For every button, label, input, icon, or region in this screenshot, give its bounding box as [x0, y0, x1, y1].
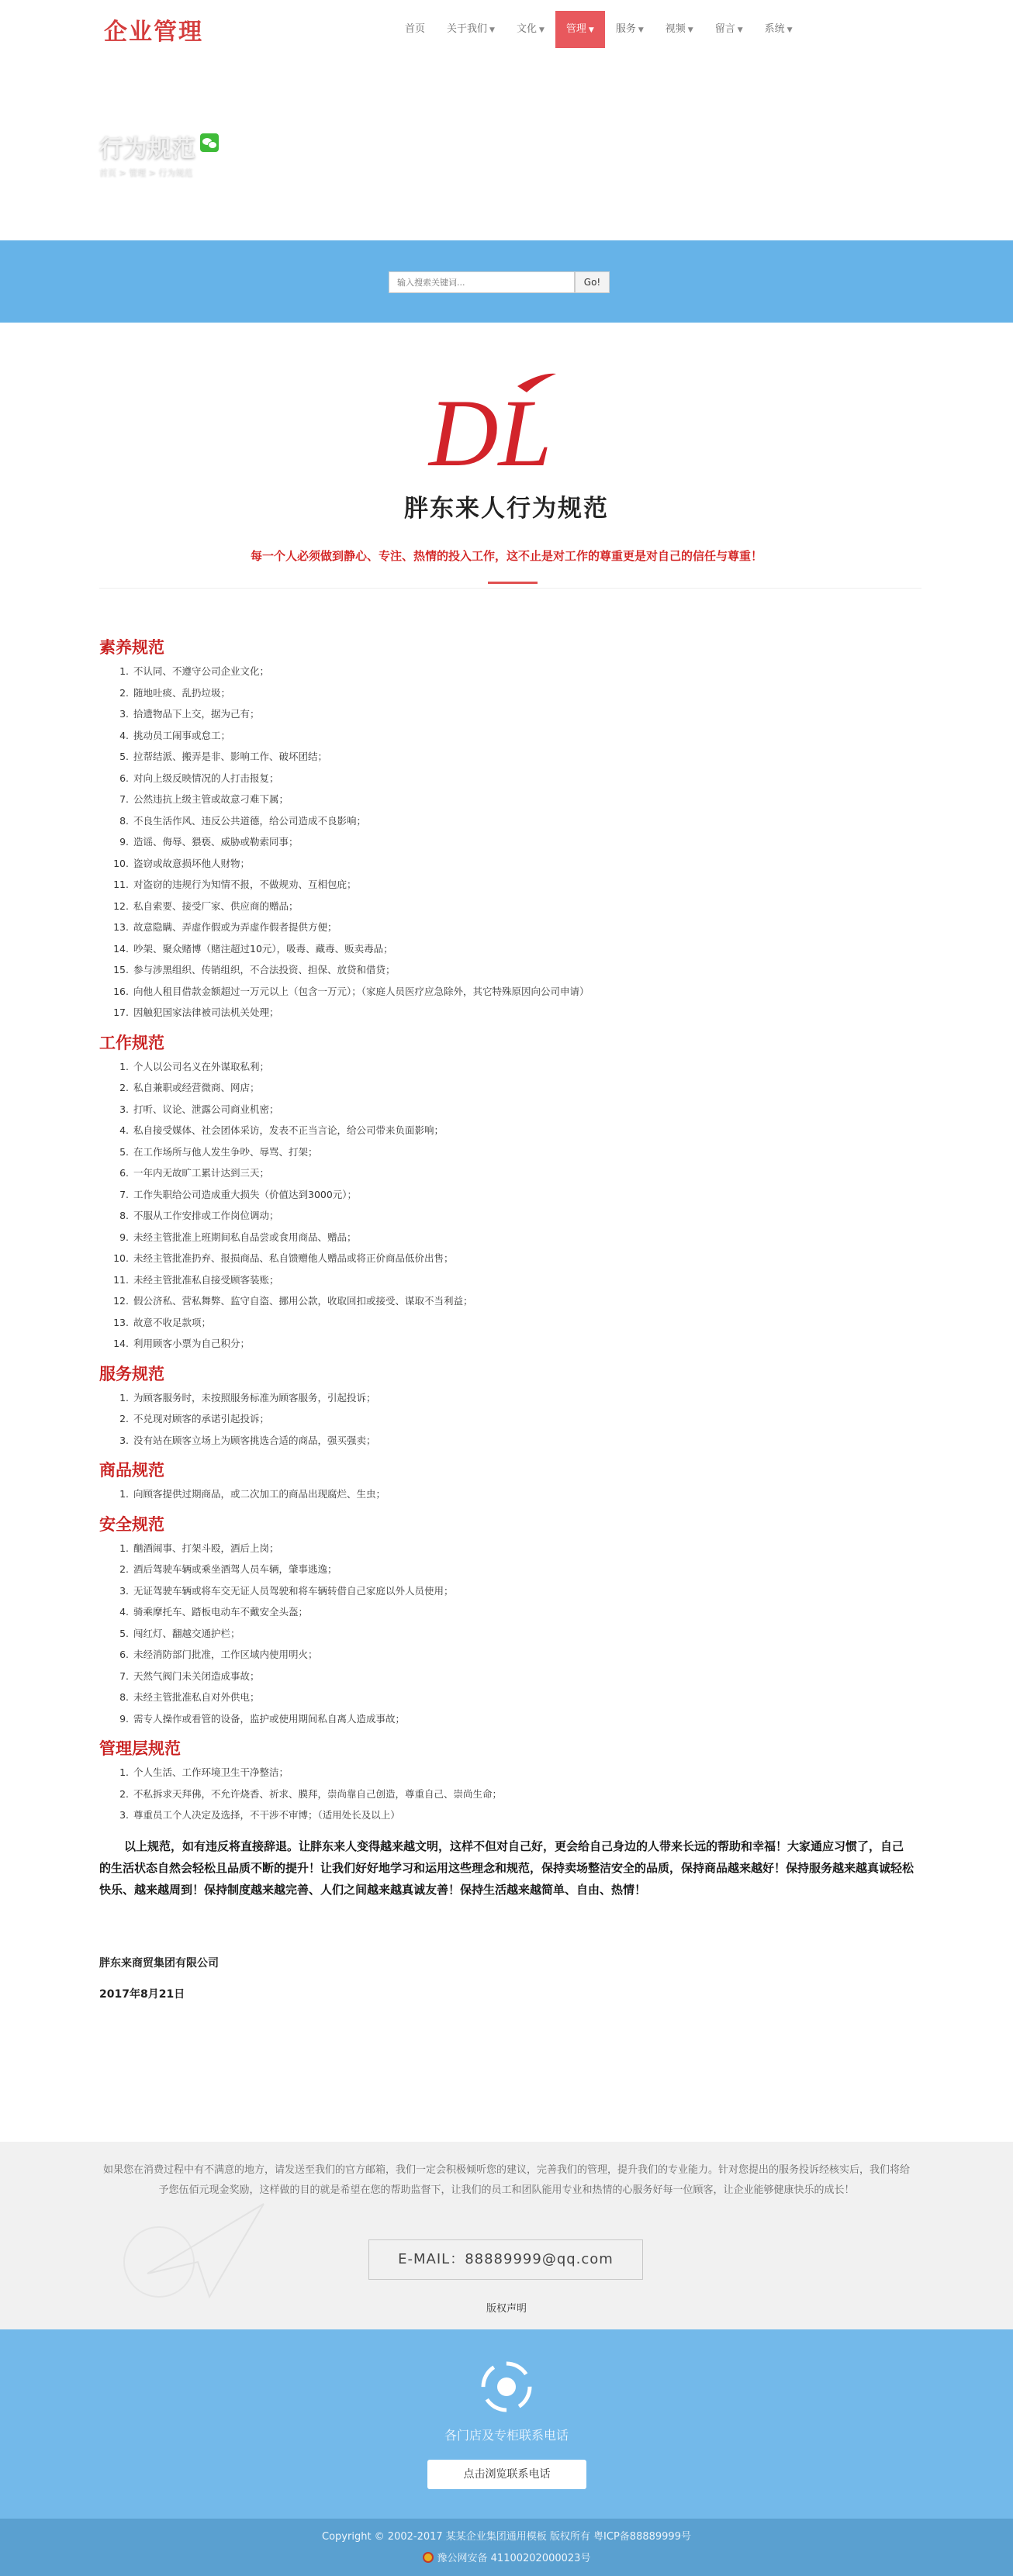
rule-number: 8. — [119, 1691, 129, 1703]
rule-number: 2. — [119, 1563, 129, 1575]
rule-item — [99, 810, 921, 832]
rule-item — [99, 1623, 921, 1645]
caret-down-icon: ▼ — [489, 26, 495, 34]
nav-item-6[interactable] — [704, 11, 754, 48]
rule-text: 未经消防部门批准，工作区域内使用明火； — [133, 1649, 318, 1660]
rule-text: 故意隐瞒、弄虚作假或为弄虚作假者提供方便； — [133, 921, 337, 933]
feedback-section — [0, 2142, 1013, 2329]
company-name: 胖东来商贸集团有限公司 — [99, 1956, 219, 1970]
rule-item — [99, 1269, 921, 1291]
site-footer — [0, 2519, 1013, 2576]
rule-item — [99, 1227, 921, 1248]
rule-text: 造谣、侮辱、猥亵、威胁或勒索同事； — [133, 836, 299, 848]
rule-number: 5. — [119, 1627, 129, 1639]
rule-text: 吵架、聚众赌博（赌注超过10元），吸毒、藏毒、贩卖毒品； — [133, 942, 393, 955]
rule-text: 挑动员工闹事或怠工； — [133, 729, 231, 741]
rule-number: 16. — [113, 985, 129, 997]
rule-text: 私自接受媒体、社会团体采访，发表不正当言论，给公司带来负面影响； — [133, 1124, 444, 1136]
rule-list — [99, 1056, 921, 1355]
rule-item — [99, 1162, 921, 1184]
breadcrumb[interactable]: 首页 > 管理 > 行为规范 — [99, 167, 193, 178]
contact-rotate-icon — [479, 2359, 534, 2415]
rule-item — [99, 981, 921, 1003]
title-underline — [488, 582, 538, 584]
rule-number: 14. — [113, 1338, 129, 1349]
search-input[interactable] — [389, 271, 575, 293]
rule-list — [99, 661, 921, 1024]
rule-text: 酗酒闹事、打架斗殴，酒后上岗； — [133, 1542, 279, 1554]
email-link[interactable]: E-MAIL：88889999@qq.com — [368, 2239, 643, 2280]
section-title: 商品规范 — [99, 1461, 164, 1480]
rule-text: 工作失职给公司造成重大损失（价值达到3000元）； — [133, 1188, 358, 1200]
caret-down-icon: ▼ — [737, 26, 743, 34]
rule-sections — [99, 634, 921, 1826]
nav-item-5[interactable] — [655, 11, 704, 48]
rule-text: 个人生活、工作环境卫生干净整洁； — [133, 1766, 289, 1778]
contact-band — [0, 2329, 1013, 2519]
rule-text: 对向上级反映情况的人打击报复； — [133, 772, 279, 784]
rule-list — [99, 1762, 921, 1826]
top-navbar — [0, 0, 1013, 59]
rule-text: 公然违抗上级主管或故意刁难下属； — [133, 793, 289, 805]
rule-number: 14. — [113, 942, 129, 955]
rule-item — [99, 746, 921, 768]
rule-item — [99, 1312, 921, 1334]
rule-text: 没有站在顾客立场上为顾客挑选合适的商品，强买强卖； — [133, 1434, 376, 1446]
rule-item — [99, 1141, 921, 1163]
rule-number: 2. — [119, 686, 129, 699]
rule-item — [99, 1333, 921, 1355]
section-title: 工作规范 — [99, 1033, 164, 1052]
nav-item-4[interactable] — [605, 11, 655, 48]
section-title: 安全规范 — [99, 1514, 164, 1534]
main-nav — [394, 11, 804, 48]
police-badge-icon — [423, 2552, 434, 2563]
rule-item — [99, 1644, 921, 1666]
nav-item-label: 视频 — [665, 23, 686, 35]
rule-item — [99, 789, 921, 810]
rule-text: 不服从工作安排或工作岗位调动； — [133, 1210, 279, 1221]
logo-letters: DL — [429, 380, 552, 478]
rule-text: 未经主管批准扔弃、报损商品、私自馈赠他人赠品或将正价商品低价出售； — [133, 1252, 454, 1264]
nav-item-label: 管理 — [565, 23, 586, 35]
rule-item — [99, 853, 921, 875]
rule-text: 随地吐痰、乱扔垃圾； — [133, 686, 231, 699]
rule-item — [99, 1708, 921, 1730]
rule-number: 2. — [119, 1413, 129, 1424]
nav-item-label: 文化 — [516, 23, 537, 35]
nav-item-3[interactable] — [555, 11, 605, 48]
rule-text: 拉帮结派、搬弄是非、影响工作、破坏团结； — [133, 751, 328, 762]
rule-text: 不私拆求天拜佛，不允许烧香、祈求、膜拜，崇尚靠自己创造，尊重自己、崇尚生命； — [133, 1787, 503, 1800]
rule-text: 需专人操作或看管的设备，监护或使用期间私自离人造成事故； — [133, 1712, 406, 1725]
rule-number: 6. — [119, 1167, 129, 1179]
rule-number: 7. — [119, 1188, 129, 1200]
rule-number: 12. — [113, 900, 129, 912]
rule-text: 不兑现对顾客的承诺引起投诉； — [133, 1413, 270, 1424]
rule-item — [99, 1538, 921, 1559]
rule-text: 个人以公司名义在外谋取私利； — [133, 1060, 270, 1072]
nav-item-0[interactable] — [394, 11, 436, 48]
nav-item-label: 系统 — [764, 23, 785, 35]
feedback-text: 如果您在消费过程中有不满意的地方，请发送至我们的官方邮箱，我们一定会积极倾听您的建议，完善我们的管理，提升我们的专业能力。针对您提出的服务投诉经核实后，我们将给予您伍佰元现金奖励，这样做的目的就是希望在您的帮助监督下，让我们的员工和团队能用专业和热情的心服务好每一位顾客，让企业能够健康快乐的成长！ — [102, 2164, 910, 2196]
rule-number: 3. — [119, 1584, 129, 1597]
rule-number: 4. — [119, 729, 129, 741]
rule-item — [99, 1483, 921, 1505]
rule-number: 10. — [113, 1252, 129, 1264]
rule-item — [99, 1184, 921, 1206]
rule-item — [99, 1762, 921, 1784]
rule-text: 向他人租目借款金额超过一万元以上（包含一万元）；（家庭人员医疗应急除外，其它特殊原因向公司申请） — [133, 985, 589, 997]
rule-item — [99, 1387, 921, 1409]
view-contacts-button[interactable]: 点击浏览联系电话 — [427, 2460, 586, 2489]
rule-text: 利用顾客小票为自己积分； — [133, 1338, 251, 1349]
rule-item — [99, 703, 921, 725]
rule-item — [99, 1430, 921, 1452]
rule-number: 3. — [119, 1809, 129, 1821]
rule-item — [99, 1559, 921, 1580]
rule-number: 11. — [113, 1273, 129, 1286]
rule-item — [99, 1687, 921, 1708]
rule-number: 1. — [119, 1542, 129, 1554]
rule-item — [99, 1784, 921, 1805]
title-divider — [99, 588, 921, 589]
dl-brand-logo — [424, 369, 564, 478]
nav-item-1[interactable] — [436, 11, 506, 48]
rule-text: 参与涉黑组织、传销组织，不合法投资、担保、放贷和借贷； — [133, 964, 396, 975]
rule-text: 因触犯国家法律被司法机关处理； — [133, 1007, 279, 1018]
rule-item — [99, 831, 921, 853]
rule-item — [99, 1804, 921, 1826]
rule-number: 11. — [113, 879, 129, 890]
search-band — [0, 240, 1013, 323]
nav-item-label: 首页 — [405, 23, 426, 35]
caret-down-icon: ▼ — [538, 26, 545, 34]
section-title: 服务规范 — [99, 1364, 164, 1383]
rule-item — [99, 682, 921, 704]
rule-item — [99, 938, 921, 960]
rule-text: 未经主管批准上班期间私自品尝或食用商品、赠品； — [133, 1231, 357, 1243]
rule-number: 1. — [119, 1766, 129, 1778]
rule-text: 私自索要、接受厂家、供应商的赠品； — [133, 900, 299, 912]
rule-text: 私自兼职或经营微商、网店； — [133, 1082, 260, 1093]
rule-number: 3. — [119, 1434, 129, 1446]
rule-number: 9. — [119, 1712, 129, 1725]
publish-date: 2017年8月21日 — [99, 1987, 185, 2001]
footer-copyright: Copyright © 2002-2017 某某企业集团通用模板 版权所有 粤ICP备88889999号 — [322, 2531, 691, 2543]
rule-item — [99, 874, 921, 896]
rule-text: 拾遗物品下上交，据为己有； — [133, 708, 260, 720]
rule-number: 1. — [119, 1488, 129, 1500]
rule-text: 骑乘摩托车、踏板电动车不戴安全头盔； — [133, 1606, 309, 1618]
rule-text: 酒后驾驶车辆或乘坐酒驾人员车辆，肇事逃逸； — [133, 1563, 337, 1575]
rule-item — [99, 1056, 921, 1078]
copyright-statement-link[interactable]: 版权声明 — [486, 2303, 527, 2315]
rule-text: 未经主管批准私自接受顾客装账； — [133, 1273, 279, 1286]
rule-item — [99, 1099, 921, 1121]
rule-item — [99, 725, 921, 747]
caret-down-icon: ▼ — [787, 26, 793, 34]
rule-item — [99, 917, 921, 938]
article-content — [99, 628, 921, 2001]
rule-number: 2. — [119, 1082, 129, 1093]
rule-item — [99, 1601, 921, 1623]
rule-item — [99, 1408, 921, 1430]
rule-number: 5. — [119, 1145, 129, 1158]
rule-number: 2. — [119, 1787, 129, 1800]
nav-item-7[interactable] — [754, 11, 804, 48]
search-go-button[interactable]: Go! — [575, 271, 610, 293]
nav-item-label: 留言 — [714, 23, 735, 35]
rule-number: 3. — [119, 708, 129, 720]
caret-down-icon: ▼ — [588, 26, 594, 34]
nav-item-2[interactable] — [506, 11, 555, 48]
article-title: 胖东来人行为规范 — [404, 495, 609, 523]
page-title: 行为规范 — [99, 135, 195, 163]
contact-title: 各门店及专柜联系电话 — [444, 2428, 569, 2443]
rule-number: 17. — [113, 1007, 129, 1018]
rule-text: 无证驾驶车辆或将车交无证人员驾驶和将车辆转借自己家庭以外人员使用； — [133, 1584, 454, 1597]
rule-text: 天然气阀门未关闭造成事故； — [133, 1670, 260, 1682]
wechat-share-icon[interactable] — [200, 133, 219, 152]
section-title: 素养规范 — [99, 638, 164, 657]
rule-number: 8. — [119, 814, 129, 827]
footer-police-record[interactable] — [0, 2550, 1013, 2564]
caret-down-icon: ▼ — [687, 26, 693, 34]
rule-item — [99, 1077, 921, 1099]
rule-number: 5. — [119, 751, 129, 762]
footer-police-text: 豫公网安备 41100202000023号 — [437, 2553, 591, 2564]
article-motto: 每一个人必须做到静心、专注、热情的投入工作，这不止是对工作的尊重更是对自己的信任与尊重！ — [250, 549, 762, 563]
rule-number: 12. — [113, 1295, 129, 1307]
rule-number: 4. — [119, 1124, 129, 1136]
rule-number: 9. — [119, 836, 129, 848]
rule-number: 1. — [119, 1391, 129, 1404]
rule-text: 在工作场所与他人发生争吵、辱骂、打架； — [133, 1145, 318, 1158]
rule-list — [99, 1387, 921, 1452]
paper-plane-icon — [116, 2188, 271, 2305]
rule-text: 尊重员工个人决定及选择，不干涉不审博；（适用处长及以上） — [133, 1809, 400, 1821]
rule-item — [99, 959, 921, 981]
rule-text: 一年内无故旷工累计达到三天； — [133, 1167, 270, 1179]
rule-number: 10. — [113, 857, 129, 869]
rule-number: 13. — [113, 1316, 129, 1328]
rule-number: 13. — [113, 921, 129, 933]
nav-item-label: 服务 — [615, 23, 636, 35]
rule-text: 为顾客服务时，未按照服务标准为顾客服务，引起投诉； — [133, 1391, 376, 1404]
caret-down-icon: ▼ — [638, 26, 644, 34]
article-summary: 以上规范，如有违反将直接辞退。让胖东来人变得越来越文明，这样不但对自己好，更会给自己身边的人带来长远的帮助和幸福！大家通应习惯了，自己的生活状态自然会轻松且品质不断的提升！让我们好好地学习和运用这些理念和规范，保持卖场整洁安全的品质，保持商品越来越好！保持服务越来越真诚轻松快乐、越来越周到！保持制度越来越完善、人们之间越来越真诚友善！保持生活越来越简单、自由、热情！ — [99, 1839, 914, 1897]
rule-list — [99, 1538, 921, 1730]
rule-number: 7. — [119, 1670, 129, 1682]
section-title: 管理层规范 — [99, 1739, 181, 1758]
rule-number: 6. — [119, 1649, 129, 1660]
rule-item — [99, 1120, 921, 1141]
rule-item — [99, 1580, 921, 1602]
rule-number: 3. — [119, 1103, 129, 1115]
rule-text: 闯红灯、翻越交通护栏； — [133, 1627, 240, 1639]
rule-text: 故意不收足款项； — [133, 1316, 212, 1328]
site-logo[interactable]: 企业管理 — [104, 19, 203, 46]
rule-text: 向顾客提供过期商品，或二次加工的商品出现腐烂、生虫； — [133, 1488, 386, 1500]
rule-number: 7. — [119, 793, 129, 805]
rule-text: 假公济私、营私舞弊、监守自盗、挪用公款，收取回扣或接受、谋取不当利益； — [133, 1295, 473, 1307]
rule-item — [99, 1205, 921, 1227]
rule-item — [99, 1666, 921, 1687]
rule-number: 9. — [119, 1231, 129, 1243]
rule-text: 不良生活作风、违反公共道德，给公司造成不良影响； — [133, 814, 367, 827]
rule-item — [99, 1002, 921, 1024]
rule-number: 1. — [119, 1060, 129, 1072]
rule-text: 未经主管批准私自对外供电； — [133, 1691, 260, 1703]
rule-text: 不认同、不遵守公司企业文化； — [133, 665, 270, 677]
nav-item-label: 关于我们 — [447, 23, 488, 35]
rule-number: 8. — [119, 1210, 129, 1221]
rule-item — [99, 896, 921, 917]
rule-number: 1. — [119, 665, 129, 677]
rule-number: 15. — [113, 964, 129, 975]
rule-text: 盗窃或故意损坏他人财物； — [133, 857, 251, 869]
rule-text: 打听、议论、泄露公司商业机密； — [133, 1103, 279, 1115]
rule-number: 6. — [119, 772, 129, 784]
rule-item — [99, 1290, 921, 1312]
rule-item — [99, 1248, 921, 1269]
rule-number: 4. — [119, 1606, 129, 1618]
rule-list — [99, 1483, 921, 1505]
rule-item — [99, 661, 921, 682]
page-title-band — [0, 59, 1013, 240]
rule-text: 对盗窃的违规行为知情不报，不做规劝、互相包庇； — [133, 879, 357, 890]
rule-item — [99, 768, 921, 789]
